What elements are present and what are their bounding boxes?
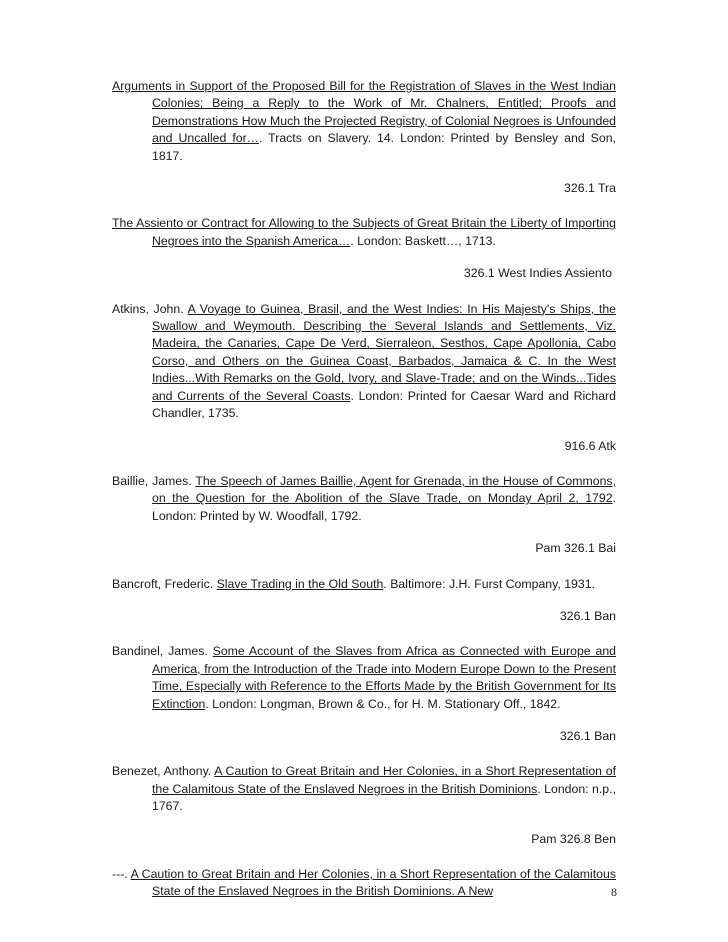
entry-author: ---.	[112, 867, 131, 881]
entry-title: A Caution to Great Britain and Her Colonies, in a Short Representation of the Calamitous State of the Enslaved Negroes in the British Dominions. A New	[130, 867, 616, 899]
entry-publication: . Baltimore: J.H. Furst Company, 1931.	[383, 576, 595, 591]
bibliography-entry	[112, 301, 616, 423]
bibliography-entry	[112, 215, 616, 250]
entry-publication: . London: n.p., 1767.	[152, 781, 616, 814]
entry-title: A Voyage to Guinea, Brasil, and the West Indies: In His Majesty's Ships, the Swallow and Weymouth. Describing the Several Islands and Settlements, Viz. Madeira, the Canaries, Cape De Verd, Sierraleon, Sesthos, Cape Apollonia, Cabo Corso, and Others on the Guinea Coast, Barbados, Jamaica & C. In the West Indies...With Remarks on the Gold, Ivory, and Slave-Trade; and on the Winds...Tides and Currents of the Several Coasts	[152, 301, 617, 403]
bibliography-entry	[112, 78, 616, 165]
entry-title: The Speech of James Baillie, Agent for Grenada, in the House of Commons, on the Question for the Abolition of the Slave Trade, on Monday April 2, 1792	[152, 473, 616, 506]
entry-publication: . London: Printed for Caesar Ward and Richard Chandler, 1735.	[152, 388, 616, 421]
call-number: 326.1 Tra	[564, 181, 616, 196]
bibliography-entry	[112, 866, 616, 901]
entry-publication: . London: Baskett…, 1713.	[350, 233, 496, 248]
bibliography-page	[112, 78, 616, 901]
entry-author: Baillie, James.	[112, 473, 196, 488]
entry-title: Arguments in Support of the Proposed Bill for the Registration of Slaves in the West Indian Colonies; Being a Reply to the Work of Mr. Chalners, Entitled; Proofs and Demonstrations How Much the Projected Registry, of Colonial Negroes is Unfounded and Uncalled for…	[112, 79, 616, 146]
call-number: 326.1 Ban	[559, 608, 616, 623]
entry-title: Some Account of the Slaves from Africa as Connected with Europe and America, from the Introduction of the Trade into Modern Europe Down to the Present Time, Especially with Reference to the Efforts Made by the British Government for Its Extinction	[152, 644, 616, 711]
entry-author: Atkins, John.	[112, 301, 188, 316]
call-number: 326.1 West Indies Assiento	[463, 266, 612, 281]
call-number: Pam 326.1 Bai	[535, 541, 616, 556]
bibliography-entry	[112, 473, 616, 525]
entry-publication: . Tracts on Slavery. 14. London: Printed by Bensley and Son, 1817.	[152, 131, 616, 163]
bibliography-entry	[112, 643, 616, 713]
entry-author: Bancroft, Frederic.	[112, 576, 217, 591]
entry-publication: . London: Printed by W. Woodfall, 1792.	[152, 491, 616, 523]
entry-title: Slave Trading in the Old South	[216, 576, 384, 591]
page-number: 8	[611, 885, 617, 899]
call-number: 326.1 Ban	[559, 728, 616, 743]
entry-title: The Assiento or Contract for Allowing to the Subjects of Great Britain the Liberty of Importing Negroes into the Spanish America…	[112, 216, 616, 248]
call-number: Pam 326.8 Ben	[531, 831, 616, 846]
entry-publication: . London: Longman, Brown & Co., for H. M. Stationary Off., 1842.	[205, 696, 561, 711]
bibliography-entry	[112, 763, 616, 815]
entry-title: A Caution to Great Britain and Her Colonies, in a Short Representation of the Calamitous State of the Enslaved Negroes in the British Dominions	[152, 764, 616, 796]
bibliography-entry	[112, 576, 616, 593]
call-number: 916.6 Atk	[564, 438, 616, 453]
entry-author: Benezet, Anthony.	[112, 764, 215, 779]
entry-author: Bandinel, James.	[112, 644, 213, 659]
